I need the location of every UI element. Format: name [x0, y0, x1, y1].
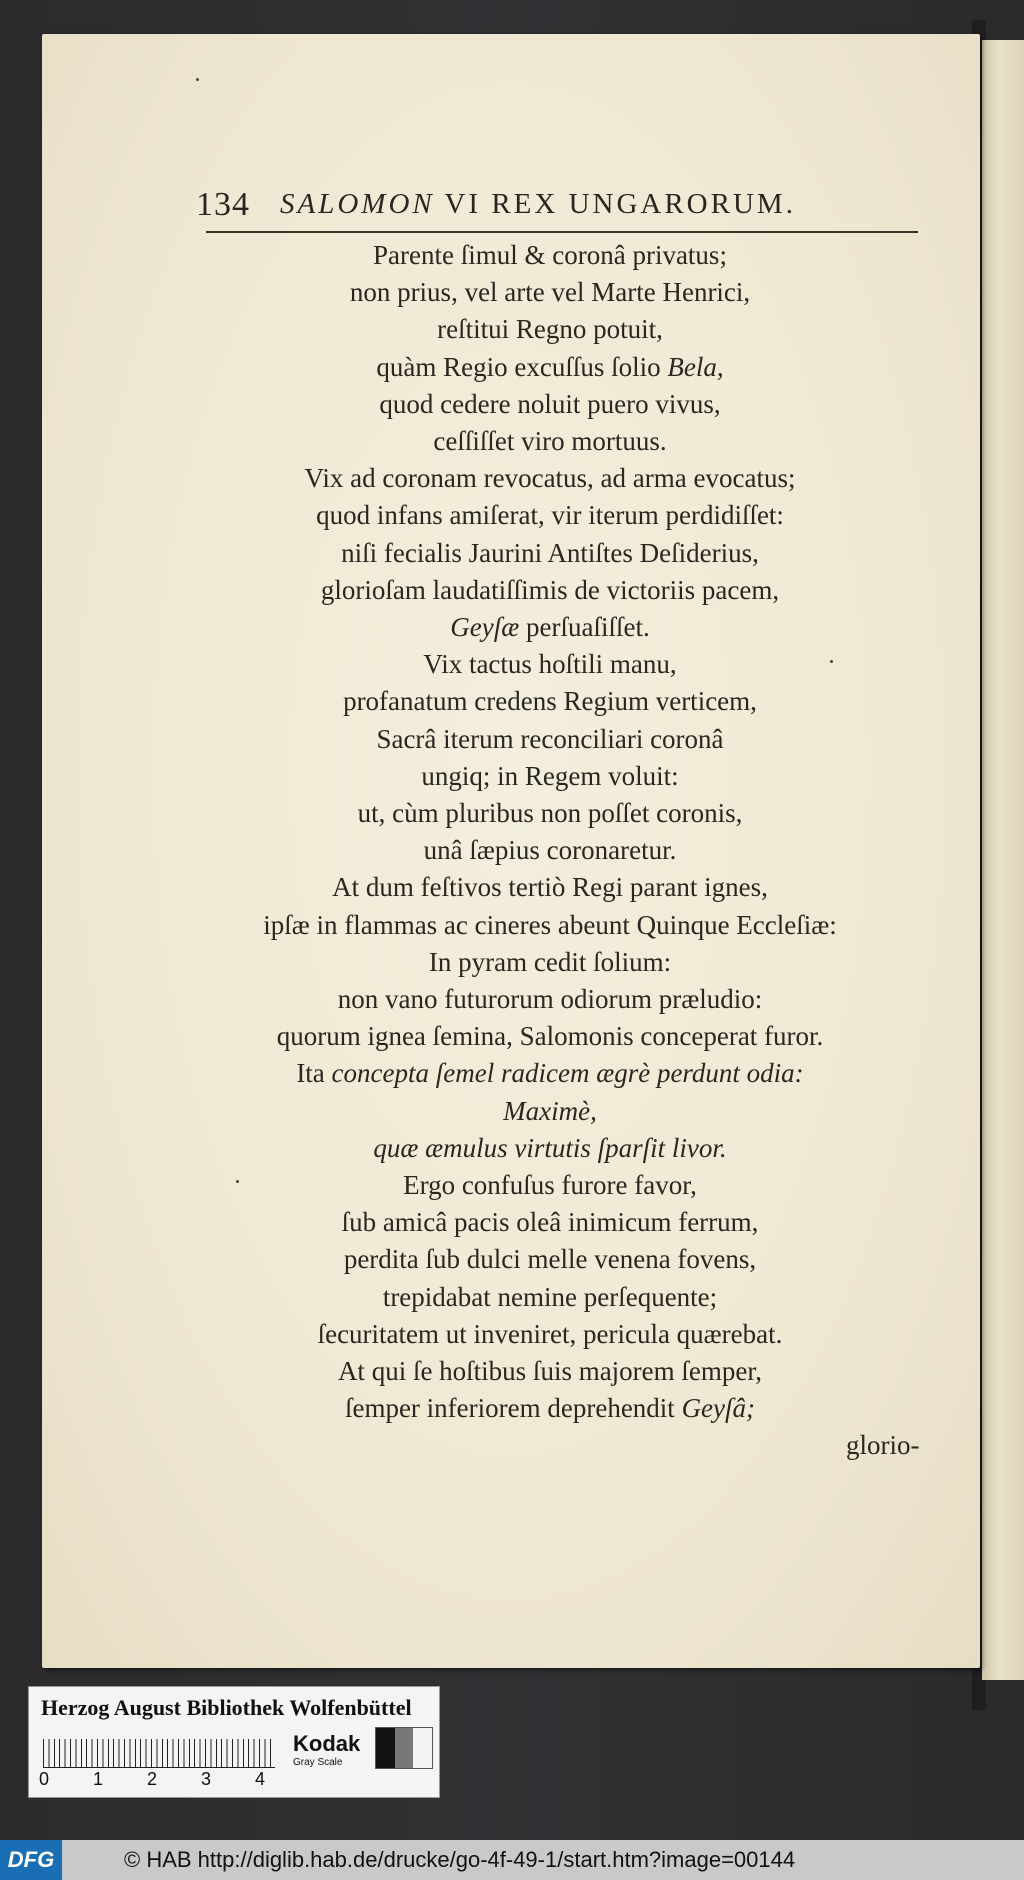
running-head-title: VI REX UNGARORUM.: [444, 188, 796, 220]
text-line: [200, 572, 900, 609]
text-segment: ceſſiſſet viro mortuus.: [433, 426, 667, 457]
page-header: [196, 186, 916, 230]
text-segment: non prius, vel arte vel Marte Henrici,: [349, 277, 751, 308]
ruler-number: 2: [147, 1769, 158, 1789]
text-line: [200, 1167, 900, 1204]
text-segment: Vix ad coronam revocatus, ad arma evocatus;: [304, 463, 796, 494]
italic-segment: Bela,: [667, 351, 724, 382]
text-segment: Sacrâ iterum reconciliari coronâ: [376, 723, 724, 754]
text-segment: ſemper inferiorem deprehendit: [344, 1393, 682, 1424]
text-line: [200, 1279, 900, 1316]
ruler-number: 3: [201, 1769, 212, 1789]
ink-speck: [830, 660, 833, 663]
text-segment: quàm Regio excuſſus ſolio: [376, 351, 668, 382]
text-line: [200, 721, 900, 758]
italic-segment: Geyſæ: [450, 612, 520, 643]
text-segment: quod cedere noluit puero vivus,: [379, 388, 721, 419]
text-line: [200, 349, 900, 386]
body-text: [200, 237, 900, 1428]
text-segment: non vano futurorum odiorum præludio:: [337, 984, 763, 1015]
gray-swatch: [395, 1728, 414, 1768]
text-segment: trepidabat nemine perſequente;: [382, 1281, 718, 1312]
text-segment: quorum ignea ſemina, Salomonis conceperat furor.: [276, 1021, 824, 1052]
text-line: [200, 237, 900, 274]
ruler-numbers: [39, 1769, 279, 1791]
text-line: [200, 1055, 900, 1092]
text-segment: ipſæ in flammas ac cineres abeunt Quinque Eccleſiæ:: [263, 909, 837, 940]
text-line: [200, 758, 900, 795]
next-page-edge: [982, 40, 1024, 1680]
text-line: [200, 795, 900, 832]
text-line: [200, 1130, 900, 1167]
text-line: [200, 1316, 900, 1353]
text-segment: ungiq; in Regem voluit:: [421, 760, 679, 791]
text-line: [200, 1093, 900, 1130]
color-target: [28, 1686, 440, 1798]
text-segment: unâ ſæpius coronaretur.: [423, 835, 677, 866]
text-line: [200, 497, 900, 534]
text-line: [200, 274, 900, 311]
text-line: [200, 311, 900, 348]
text-segment: In pyram cedit ſolium:: [428, 946, 672, 977]
text-line: [200, 423, 900, 460]
text-segment: ſub amicâ pacis oleâ inimicum ferrum,: [341, 1207, 759, 1238]
catchword: glorio-: [846, 1430, 920, 1460]
italic-segment: concepta ſemel radicem ægrè perdunt odia:: [331, 1058, 804, 1089]
gray-swatch: [376, 1728, 395, 1768]
text-segment: perdita ſub dulci melle venena fovens,: [343, 1244, 757, 1275]
text-segment: ut, cùm pluribus non poſſet coronis,: [357, 798, 743, 829]
text-line: [200, 1241, 900, 1278]
text-line: [200, 535, 900, 572]
dfg-logo: DFG: [0, 1840, 62, 1880]
ink-speck: [196, 78, 199, 81]
text-line: [200, 683, 900, 720]
gray-swatch: [413, 1728, 432, 1768]
text-segment: glorioſam laudatiſſimis de victoriis pacem,: [320, 574, 780, 605]
library-name: Herzog August Bibliothek Wolfenbüttel: [41, 1695, 412, 1720]
text-segment: At qui ſe hoſtibus ſuis majorem ſemper,: [337, 1356, 763, 1387]
footer-link-text[interactable]: © HAB http://diglib.hab.de/drucke/go-4f-49-1/start.htm?image=00144: [124, 1847, 796, 1872]
gray-swatches: [375, 1727, 433, 1769]
gray-scale-label: Gray Scale: [293, 1757, 343, 1768]
text-segment: Parente ſimul & coronâ privatus;: [373, 240, 727, 270]
running-head-name: SALOMON: [280, 188, 435, 220]
ruler-number: 0: [39, 1769, 50, 1789]
text-line: [200, 1018, 900, 1055]
footer-bar: [0, 1840, 1024, 1880]
text-segment: reſtitui Regno potuit,: [437, 314, 663, 345]
ruler-number: 4: [255, 1769, 266, 1789]
text-segment: quod infans amiſerat, vir iterum perdidiſſet:: [316, 500, 784, 531]
text-segment: Vix tactus hoſtili manu,: [423, 649, 677, 680]
text-segment: Ita: [296, 1058, 332, 1089]
text-segment: ſecuritatem ut inveniret, pericula quærebat.: [317, 1318, 783, 1349]
italic-segment: Geyſâ;: [681, 1393, 756, 1424]
scale-ruler: [43, 1739, 275, 1768]
text-line: [200, 460, 900, 497]
text-segment: At dum feſtivos tertiò Regi parant ignes,: [332, 872, 768, 903]
text-line: [200, 1390, 900, 1427]
text-line: [200, 869, 900, 906]
text-segment: Ergo confuſus furore favor,: [403, 1170, 697, 1201]
ink-speck: [236, 1180, 239, 1183]
text-line: [200, 832, 900, 869]
text-line: [200, 386, 900, 423]
text-line: [200, 646, 900, 683]
ruler-number: 1: [93, 1769, 104, 1789]
text-line: [200, 1353, 900, 1390]
text-line: [200, 907, 900, 944]
page-number: 134: [196, 186, 250, 223]
text-segment: niſi fecialis Jaurini Antiſtes Deſiderius,: [341, 537, 759, 568]
text-segment: quæ æmulus virtutis ſparſit livor.: [373, 1132, 727, 1163]
text-segment: Maximè,: [503, 1095, 597, 1126]
text-segment: profanatum credens Regium verticem,: [343, 686, 757, 717]
running-head: [280, 188, 796, 221]
text-line: [200, 944, 900, 981]
text-line: [200, 609, 900, 646]
text-line: [200, 1204, 900, 1241]
header-rule: [206, 231, 918, 233]
kodak-brand: Kodak: [293, 1731, 361, 1756]
text-segment: perſuaſiſſet.: [519, 612, 650, 643]
text-line: [200, 981, 900, 1018]
